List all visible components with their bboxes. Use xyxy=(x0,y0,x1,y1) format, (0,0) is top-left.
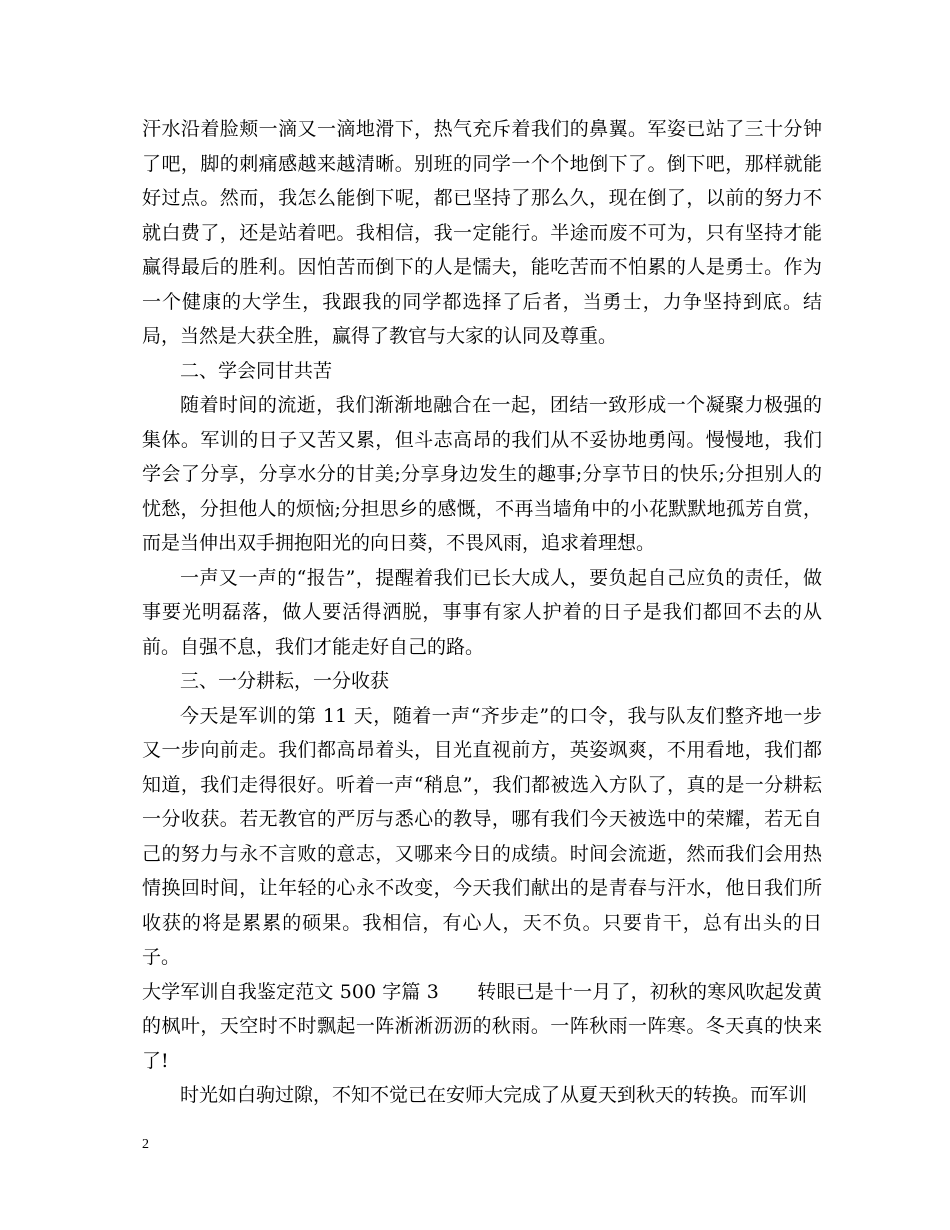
document-body xyxy=(142,112,822,1113)
paragraph-time-flies: 时光如白驹过隙，不知不觉已在安师大完成了从夏天到秋天的转换。而军训 xyxy=(180,1084,808,1106)
page-number: 2 xyxy=(142,1137,149,1152)
paragraph-day-11: 今天是军训的第 11 天，随着一声“齐步走”的口令，我与队友们整齐地一步又一步向前走。我们都高昂着头，目光直视前方，英姿飒爽，不用看地，我们都知道，我们走得很好。听着一声“稍息”，我们都被选入方队了，真的是一分耕耘一分收获。若无教官的严厉与悉心的教导，哪有我们今天被选中的荣耀，若无自己的努力与永不言败的意志，又哪来今日的成绩。时间会流逝，然而我们会用热情换回时间，让年轻的心永不改变，今天我们献出的是青春与汗水，他日我们所收获的将是累累的硕果。我相信，有心人，天不负。只要肯干，总有出头的日子。 xyxy=(142,704,822,968)
section-heading-3: 三、一分耕耘，一分收获 xyxy=(180,670,390,692)
paragraph-perseverance: 汗水沿着脸颊一滴又一滴地滑下，热气充斥着我们的鼻翼。军姿已站了三十分钟了吧，脚的刺痛感越来越清晰。别班的同学一个个地倒下了。倒下吧，那样就能好过点。然而，我怎么能倒下呢，都已坚持了那么久，现在倒了，以前的努力不就白费了，还是站着吧。我相信，我一定能行。半途而废不可为，只有坚持才能赢得最后的胜利。因怕苦而倒下的人是懦夫，能吃苦而不怕累的人是勇士。作为一个健康的大学生，我跟我的同学都选择了后者，当勇士，力争坚持到底。结局，当然是大获全胜，赢得了教官与大家的认同及尊重。 xyxy=(142,118,822,347)
section-heading-2: 二、学会同甘共苦 xyxy=(180,359,333,382)
paragraph-sharing: 随着时间的流逝，我们渐渐地融合在一起，团结一致形成一个凝聚力极强的集体。军训的日子又苦又累，但斗志高昂的我们从不妥协地勇闯。慢慢地，我们学会了分享，分享水分的甘美;分享身边发生的趣事;分享节日的快乐;分担别人的忧愁，分担他人的烦恼;分担思乡的感慨，不再当墙角中的小花默默地孤芳自赏，而是当伸出双手拥抱阳光的向日葵，不畏风雨，追求着理想。 xyxy=(142,394,822,554)
paragraph-report: 一声又一声的“报告”，提醒着我们已长大成人，要负起自己应负的责任，做事要光明磊落，做人要活得洒脱，事事有家人护着的日子是我们都回不去的从前。自强不息，我们才能走好自己的路。 xyxy=(142,566,822,658)
paragraph-article-3-intro: 大学军训自我鉴定范文 500 字篇 3 转眼已是十一月了，初秋的寒风吹起发黄的枫叶，天空时不时飘起一阵淅淅沥沥的秋雨。一阵秋雨一阵寒。冬天真的快来了! xyxy=(142,980,822,1072)
